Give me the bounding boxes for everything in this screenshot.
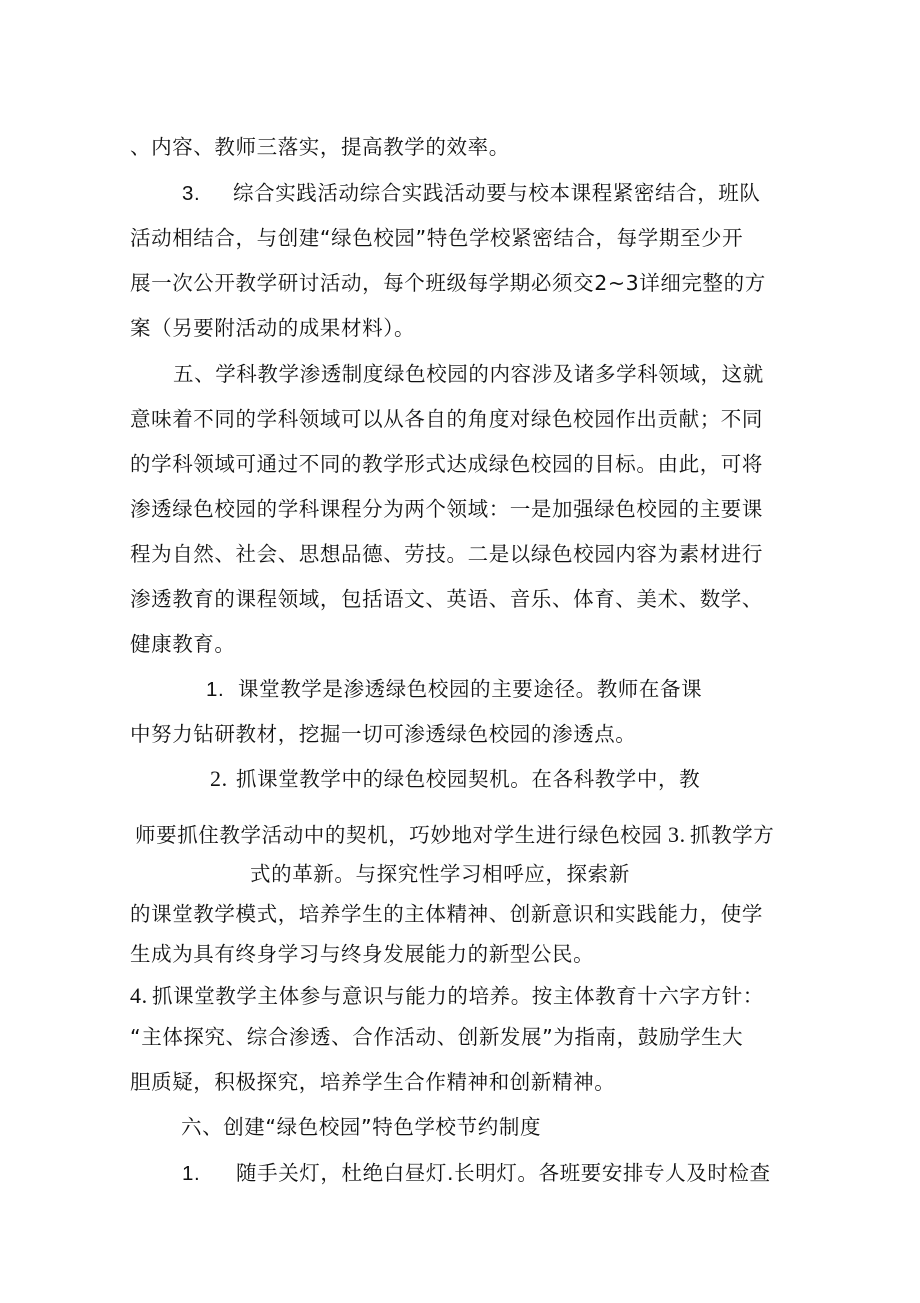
text-line: 抓课堂教学主体参与意识与能力的培养。按主体教育十六字方针： bbox=[152, 984, 764, 1008]
text-line: 、内容、教师三落实，提高教学的效率。 bbox=[130, 135, 510, 159]
text-line: 的课堂教学模式，培养学生的主体精神、创新意识和实践能力，使学 bbox=[130, 902, 763, 926]
text-line: 式的革新。与探究性学习相呼应，探索新 bbox=[250, 862, 630, 886]
text-line: 师要抓住教学活动中的契机，巧妙地对学生进行绿色校园 bbox=[135, 823, 663, 847]
text-line: 抓教学方 bbox=[690, 823, 775, 847]
text-line: 胆质疑，积极探究，培养学生合作精神和创新精神。 bbox=[130, 1070, 616, 1094]
text-line: 课堂教学是渗透绿色校园的主要途径。教师在备课 bbox=[238, 677, 703, 701]
list-number: 1. bbox=[206, 678, 225, 701]
text-line: 渗透绿色校园的学科课程分为两个领域：一是加强绿色校园的主要课 bbox=[130, 497, 763, 521]
text-line: 意味着不同的学科领域可以从各自的角度对绿色校园作出贡献；不同 bbox=[130, 407, 763, 431]
list-number: 1. bbox=[182, 1162, 201, 1185]
section-heading: 六、创建“绿色校园”特色学校节约制度 bbox=[181, 1115, 542, 1139]
text-line: 健康教育。 bbox=[130, 632, 236, 656]
text-line: 展一次公开教学研讨活动，每个班级每学期必须交2~3详细完整的方 bbox=[130, 271, 766, 295]
text-line: 中努力钻研教材，挖掘一切可渗透绿色校园的渗透点。 bbox=[130, 722, 637, 746]
text-line: 抓课堂教学中的绿色校园契机。在各科教学中，教 bbox=[236, 767, 701, 791]
section-heading: 五、学科教学渗透制度绿色校园的内容涉及诸多学科领域，这就 bbox=[173, 362, 764, 386]
list-number: 4. bbox=[130, 983, 148, 1008]
text-line: 程为自然、社会、思想品德、劳技。二是以绿色校园内容为素材进行 bbox=[130, 542, 763, 566]
text-line: 活动相结合，与创建“绿色校园”特色学校紧密结合，每学期至少开 bbox=[130, 226, 744, 250]
text-line: 生成为具有终身学习与终身发展能力的新型公民。 bbox=[130, 942, 595, 966]
list-number: 3. bbox=[668, 822, 686, 847]
list-number: 2. bbox=[210, 766, 228, 791]
text-line: 综合实践活动综合实践活动要与校本课程紧密结合，班队 bbox=[233, 181, 761, 205]
text-line: 渗透教育的课程领域，包括语文、英语、音乐、体育、美术、数学、 bbox=[130, 587, 763, 611]
text-line: 随手关灯，杜绝白昼灯.长明灯。各班要安排专人及时检查 bbox=[236, 1161, 771, 1185]
text-line: 案（另要附活动的成果材料）。 bbox=[130, 316, 416, 340]
text-line: “主体探究、综合渗透、合作活动、创新发展”为指南，鼓励学生大 bbox=[130, 1025, 744, 1049]
text-line: 的学科领域可通过不同的教学形式达成绿色校园的目标。由此，可将 bbox=[130, 452, 763, 476]
list-number: 3. bbox=[182, 182, 201, 205]
